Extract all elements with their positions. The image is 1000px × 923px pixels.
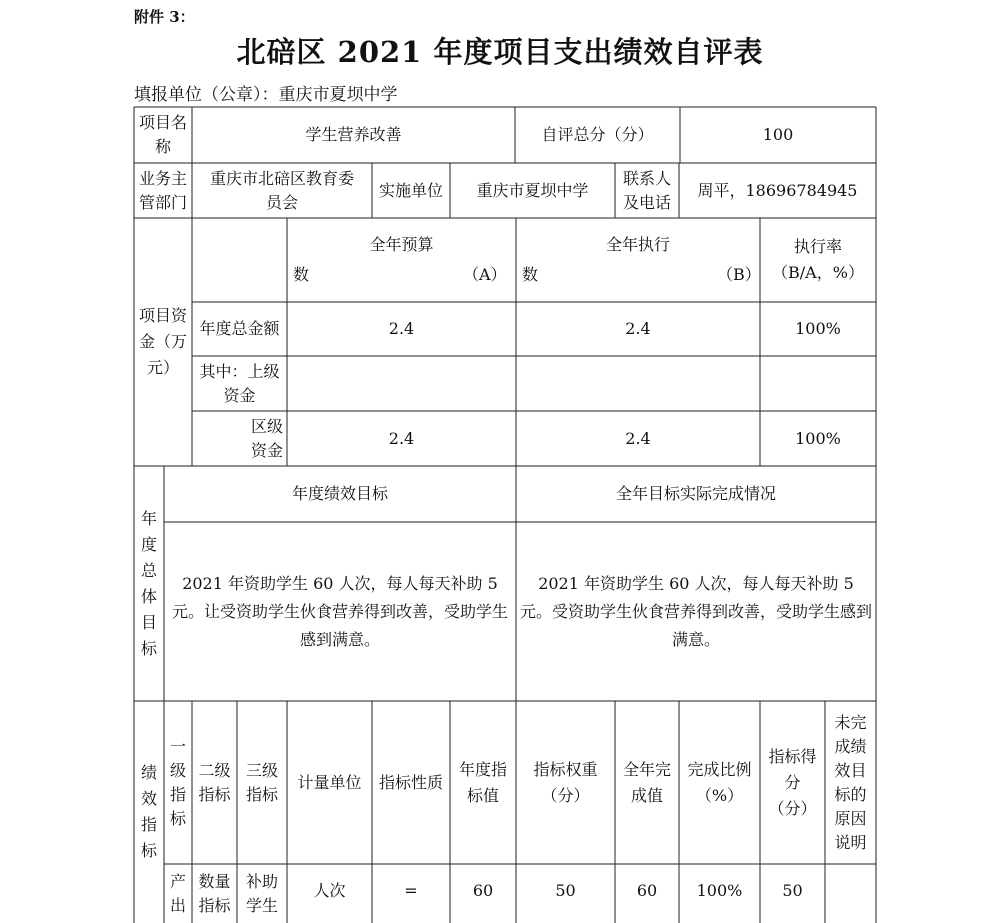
contact-value: 周平，18696784945	[697, 180, 858, 200]
budget-header-left: 数	[293, 265, 310, 284]
header-ratio: 完成比例 （%）	[687, 759, 752, 805]
project-name-label: 项目名 称	[138, 113, 187, 156]
header-nature: 指标性质	[378, 772, 443, 792]
indicators-label: 绩 效 指 标	[140, 763, 157, 860]
indicator-unit: 人次	[313, 881, 346, 900]
fund-row-rate	[760, 356, 876, 411]
goals-actual-text: 2021 年资助学生 60 人次，每人每天补助 5 元。受资助学生伙食营养得到改善，受助学生感到满意。	[520, 573, 873, 649]
header-target: 年度指 标值	[458, 759, 507, 805]
score-value: 100	[762, 125, 794, 144]
fund-row-label: 年度总金额	[199, 319, 280, 338]
budget-header-top: 全年预算	[369, 235, 434, 254]
header-actual: 全年完 成值	[622, 759, 671, 805]
goals-actual-header: 全年目标实际完成情况	[615, 484, 776, 503]
fund-row-exec: 2.4	[625, 319, 651, 338]
header-level3: 三级 指标	[245, 760, 278, 804]
goals-label: 年 度 总 体 目 标	[140, 508, 157, 658]
rate-header: 执行率 （B/A，%）	[772, 237, 864, 282]
indicator-level1: 产 出	[169, 871, 186, 915]
header-weight: 指标权重 （分）	[533, 759, 598, 805]
score-label: 自评总分（分）	[541, 125, 654, 144]
indicator-ratio: 100%	[696, 881, 743, 900]
indicator-level2: 数量 指标	[198, 871, 231, 915]
fund-row-budget: 2.4	[388, 319, 415, 338]
dept-value: 重庆市北碚区教育委 员会	[209, 168, 354, 212]
fund-row-rate: 100%	[795, 428, 841, 448]
dept-label: 业务主 管部门	[138, 168, 187, 212]
fund-row-exec: 2.4	[625, 428, 651, 448]
exec-header-top: 全年执行	[605, 235, 670, 254]
indicator-score: 50	[782, 881, 803, 900]
indicator-actual: 60	[636, 881, 658, 900]
impl-value: 重庆市夏坝中学	[476, 180, 589, 200]
exec-header-left: 数	[522, 265, 539, 284]
contact-label: 联系人 及电话	[622, 168, 671, 212]
indicator-target: 60	[472, 881, 494, 900]
page-title: 北碚区 2021 年度项目支出绩效自评表	[236, 35, 764, 69]
indicator-weight: 50	[555, 881, 576, 900]
goals-target-text: 2021 年资助学生 60 人次，每人每天补助 5 元。让受资助学生伙食营养得到改善，受助学生感到满意。	[171, 573, 508, 649]
fund-row-rate: 100%	[795, 319, 841, 338]
header-level2: 二级 指标	[198, 760, 231, 804]
indicator-reason	[825, 864, 876, 918]
fund-row-label: 区级 资金	[250, 416, 283, 460]
filling-unit: 填报单位（公章）：重庆市夏坝中学	[134, 85, 398, 105]
exec-header-right: （B）	[717, 265, 761, 284]
impl-label: 实施单位	[378, 180, 443, 200]
header-level1: 一 级 指 标	[169, 736, 186, 828]
indicator-level3: 补助 学生	[245, 871, 278, 915]
header-reason: 未完 成绩 效目 标的 原因 说明	[834, 712, 867, 852]
fund-row-budget: 2.4	[388, 428, 415, 448]
fund-row-exec	[516, 356, 760, 411]
attachment-label: 附件 3：	[134, 8, 195, 26]
goals-target-header: 年度绩效目标	[291, 484, 388, 503]
budget-header-right: （A）	[463, 265, 507, 284]
fund-row-budget	[287, 356, 516, 411]
funds-label: 项目资 金（万 元）	[138, 306, 187, 377]
header-score: 指标得 分 （分）	[768, 746, 817, 818]
fund-row-label: 其中：上级 资金	[199, 361, 280, 405]
project-name: 学生营养改善	[305, 125, 402, 144]
indicator-nature: =	[404, 881, 418, 900]
header-unit: 计量单位	[297, 772, 362, 792]
